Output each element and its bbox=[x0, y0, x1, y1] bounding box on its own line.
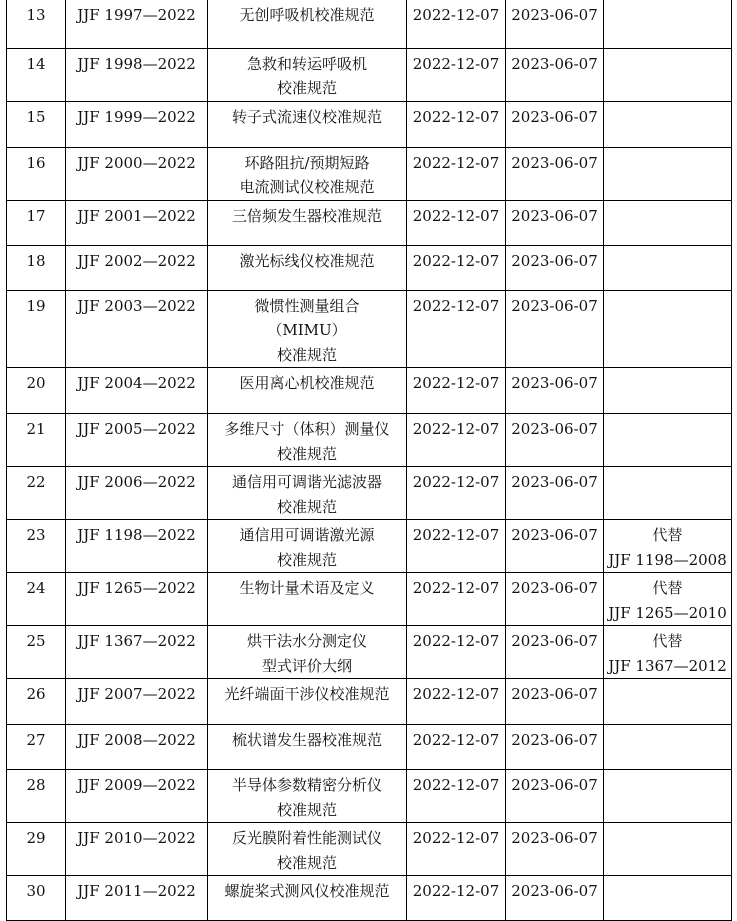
regulation-code: JJF 1367—2022 bbox=[66, 626, 208, 679]
regulation-code: JJF 1999—2022 bbox=[66, 101, 208, 147]
regulation-name-line: 多维尺寸（体积）测量仪 bbox=[224, 420, 390, 438]
implementation-date: 2023-06-07 bbox=[506, 823, 604, 876]
table-row bbox=[7, 48, 732, 101]
approval-date: 2022-12-07 bbox=[407, 626, 506, 679]
row-number: 24 bbox=[7, 573, 66, 626]
remark bbox=[604, 467, 732, 520]
remark bbox=[604, 876, 732, 921]
remark bbox=[604, 290, 732, 368]
approval-date: 2022-12-07 bbox=[407, 0, 506, 48]
remark-line: JJF 1265—2010 bbox=[608, 603, 727, 622]
row-number: 29 bbox=[7, 823, 66, 876]
remark bbox=[604, 626, 732, 679]
remark bbox=[604, 101, 732, 147]
row-number: 18 bbox=[7, 245, 66, 290]
approval-date: 2022-12-07 bbox=[407, 147, 506, 200]
table-row bbox=[7, 679, 732, 725]
implementation-date: 2023-06-07 bbox=[506, 679, 604, 725]
regulation-code: JJF 2002—2022 bbox=[66, 245, 208, 290]
regulation-name-line: 通信用可调谐光滤波器 bbox=[231, 473, 382, 491]
table-row bbox=[7, 290, 732, 368]
regulation-name-line: 梳状谱发生器校准规范 bbox=[231, 731, 382, 749]
implementation-date: 2023-06-07 bbox=[506, 626, 604, 679]
regulation-code: JJF 1198—2022 bbox=[66, 520, 208, 573]
regulation-name bbox=[208, 725, 407, 770]
row-number: 20 bbox=[7, 368, 66, 414]
regulation-name-line: 微惯性测量组合 bbox=[254, 296, 360, 315]
regulation-code: JJF 2005—2022 bbox=[66, 414, 208, 467]
regulation-name-line: 烘干法水分测定仪 bbox=[246, 632, 367, 650]
regulation-name bbox=[208, 48, 407, 101]
row-number: 26 bbox=[7, 679, 66, 725]
implementation-date: 2023-06-07 bbox=[506, 290, 604, 368]
remark bbox=[604, 245, 732, 290]
regulation-name-line: （MIMU） bbox=[267, 321, 347, 339]
row-number: 14 bbox=[7, 48, 66, 101]
approval-date: 2022-12-07 bbox=[407, 573, 506, 626]
table-row bbox=[7, 725, 732, 770]
remark bbox=[604, 520, 732, 573]
implementation-date: 2023-06-07 bbox=[506, 368, 604, 414]
regulation-name bbox=[208, 876, 407, 921]
regulation-name bbox=[208, 520, 407, 573]
approval-date: 2022-12-07 bbox=[407, 823, 506, 876]
regulation-code: JJF 2010—2022 bbox=[66, 823, 208, 876]
table-row bbox=[7, 368, 732, 414]
regulation-name bbox=[208, 626, 407, 679]
regulation-name-line: 校准规范 bbox=[276, 800, 337, 819]
approval-date: 2022-12-07 bbox=[407, 48, 506, 101]
regulation-name bbox=[208, 368, 407, 414]
implementation-date: 2023-06-07 bbox=[506, 48, 604, 101]
remark bbox=[604, 368, 732, 414]
approval-date: 2022-12-07 bbox=[407, 101, 506, 147]
implementation-date: 2023-06-07 bbox=[506, 245, 604, 290]
regulation-code: JJF 2000—2022 bbox=[66, 147, 208, 200]
approval-date: 2022-12-07 bbox=[407, 770, 506, 823]
regulation-name-line: 校准规范 bbox=[276, 550, 337, 569]
remark-line: 代替 bbox=[652, 579, 683, 597]
regulation-name-line: 急救和转运呼吸机 bbox=[246, 54, 367, 73]
regulation-name-line: 校准规范 bbox=[276, 79, 337, 97]
remark bbox=[604, 573, 732, 626]
approval-date: 2022-12-07 bbox=[407, 520, 506, 573]
row-number: 23 bbox=[7, 520, 66, 573]
implementation-date: 2023-06-07 bbox=[506, 725, 604, 770]
regulation-name-line: 无创呼吸机校准规范 bbox=[239, 6, 375, 24]
regulation-name-line: 型式评价大纲 bbox=[261, 656, 352, 675]
regulation-name bbox=[208, 147, 407, 200]
approval-date: 2022-12-07 bbox=[407, 368, 506, 414]
regulation-name bbox=[208, 0, 407, 48]
regulation-name-line: 激光标线仪校准规范 bbox=[239, 251, 375, 270]
table-row bbox=[7, 245, 732, 290]
row-number: 16 bbox=[7, 147, 66, 200]
row-number: 17 bbox=[7, 200, 66, 245]
row-number: 19 bbox=[7, 290, 66, 368]
table-row bbox=[7, 573, 732, 626]
regulation-code: JJF 2003—2022 bbox=[66, 290, 208, 368]
regulation-name-line: 通信用可调谐激光源 bbox=[239, 526, 375, 544]
regulation-code: JJF 2011—2022 bbox=[66, 876, 208, 921]
remark bbox=[604, 0, 732, 48]
regulation-name bbox=[208, 414, 407, 467]
remark-line: JJF 1198—2008 bbox=[608, 550, 727, 569]
regulation-code: JJF 1997—2022 bbox=[66, 0, 208, 48]
row-number: 27 bbox=[7, 725, 66, 770]
remark bbox=[604, 725, 732, 770]
implementation-date: 2023-06-07 bbox=[506, 876, 604, 921]
implementation-date: 2023-06-07 bbox=[506, 0, 604, 48]
regulation-name-line: 光纤端面干涉仪校准规范 bbox=[224, 685, 390, 703]
implementation-date: 2023-06-07 bbox=[506, 573, 604, 626]
regulation-name-line: 转子式流速仪校准规范 bbox=[231, 107, 382, 126]
table-row bbox=[7, 823, 732, 876]
table-row bbox=[7, 770, 732, 823]
row-number: 28 bbox=[7, 770, 66, 823]
regulation-name bbox=[208, 679, 407, 725]
approval-date: 2022-12-07 bbox=[407, 467, 506, 520]
table-row bbox=[7, 200, 732, 245]
table-row bbox=[7, 876, 732, 921]
regulation-name bbox=[208, 823, 407, 876]
regulation-name bbox=[208, 467, 407, 520]
table-row bbox=[7, 414, 732, 467]
regulation-name-line: 生物计量术语及定义 bbox=[239, 579, 375, 597]
remark bbox=[604, 679, 732, 725]
remark bbox=[604, 414, 732, 467]
approval-date: 2022-12-07 bbox=[407, 725, 506, 770]
approval-date: 2022-12-07 bbox=[407, 200, 506, 245]
regulation-name bbox=[208, 101, 407, 147]
row-number: 21 bbox=[7, 414, 66, 467]
row-number: 13 bbox=[7, 0, 66, 48]
regulation-code: JJF 2007—2022 bbox=[66, 679, 208, 725]
implementation-date: 2023-06-07 bbox=[506, 200, 604, 245]
regulation-name-line: 螺旋桨式测风仪校准规范 bbox=[224, 882, 390, 900]
regulation-name-line: 电流测试仪校准规范 bbox=[239, 178, 375, 196]
implementation-date: 2023-06-07 bbox=[506, 147, 604, 200]
approval-date: 2022-12-07 bbox=[407, 876, 506, 921]
approval-date: 2022-12-07 bbox=[407, 679, 506, 725]
remark bbox=[604, 823, 732, 876]
remark-line: 代替 bbox=[652, 526, 683, 544]
row-number: 25 bbox=[7, 626, 66, 679]
regulation-name-line: 校准规范 bbox=[276, 345, 337, 364]
table-body bbox=[7, 0, 732, 921]
regulation-name-line: 半导体参数精密分析仪 bbox=[231, 776, 382, 794]
regulation-code: JJF 1265—2022 bbox=[66, 573, 208, 626]
implementation-date: 2023-06-07 bbox=[506, 414, 604, 467]
remark bbox=[604, 48, 732, 101]
table-row bbox=[7, 147, 732, 200]
regulation-code: JJF 1998—2022 bbox=[66, 48, 208, 101]
row-number: 30 bbox=[7, 876, 66, 921]
row-number: 22 bbox=[7, 467, 66, 520]
remark bbox=[604, 200, 732, 245]
regulation-name bbox=[208, 573, 407, 626]
table-row bbox=[7, 520, 732, 573]
regulation-name-line: 反光膜附着性能测试仪 bbox=[231, 829, 382, 847]
row-number: 15 bbox=[7, 101, 66, 147]
regulation-code: JJF 2008—2022 bbox=[66, 725, 208, 770]
implementation-date: 2023-06-07 bbox=[506, 520, 604, 573]
regulation-code: JJF 2004—2022 bbox=[66, 368, 208, 414]
remark-line: JJF 1367—2012 bbox=[608, 656, 727, 675]
table-row bbox=[7, 626, 732, 679]
remark bbox=[604, 147, 732, 200]
regulation-name-line: 医用离心机校准规范 bbox=[239, 374, 375, 392]
regulation-name-line: 校准规范 bbox=[276, 444, 337, 463]
regulation-name-line: 环路阻抗/预期短路 bbox=[244, 153, 370, 172]
regulation-code: JJF 2006—2022 bbox=[66, 467, 208, 520]
table-row bbox=[7, 101, 732, 147]
approval-date: 2022-12-07 bbox=[407, 290, 506, 368]
regulation-name bbox=[208, 290, 407, 368]
regulations-table bbox=[6, 0, 732, 921]
regulation-name bbox=[208, 245, 407, 290]
regulation-code: JJF 2009—2022 bbox=[66, 770, 208, 823]
regulation-code: JJF 2001—2022 bbox=[66, 200, 208, 245]
table-row bbox=[7, 0, 732, 48]
regulation-name-line: 校准规范 bbox=[276, 497, 337, 516]
regulation-name-line: 三倍频发生器校准规范 bbox=[231, 206, 382, 225]
remark bbox=[604, 770, 732, 823]
implementation-date: 2023-06-07 bbox=[506, 467, 604, 520]
regulation-name-line: 校准规范 bbox=[276, 853, 337, 872]
regulation-name bbox=[208, 770, 407, 823]
implementation-date: 2023-06-07 bbox=[506, 101, 604, 147]
table-row bbox=[7, 467, 732, 520]
regulation-name bbox=[208, 200, 407, 245]
remark-line: 代替 bbox=[652, 632, 683, 650]
implementation-date: 2023-06-07 bbox=[506, 770, 604, 823]
approval-date: 2022-12-07 bbox=[407, 245, 506, 290]
approval-date: 2022-12-07 bbox=[407, 414, 506, 467]
